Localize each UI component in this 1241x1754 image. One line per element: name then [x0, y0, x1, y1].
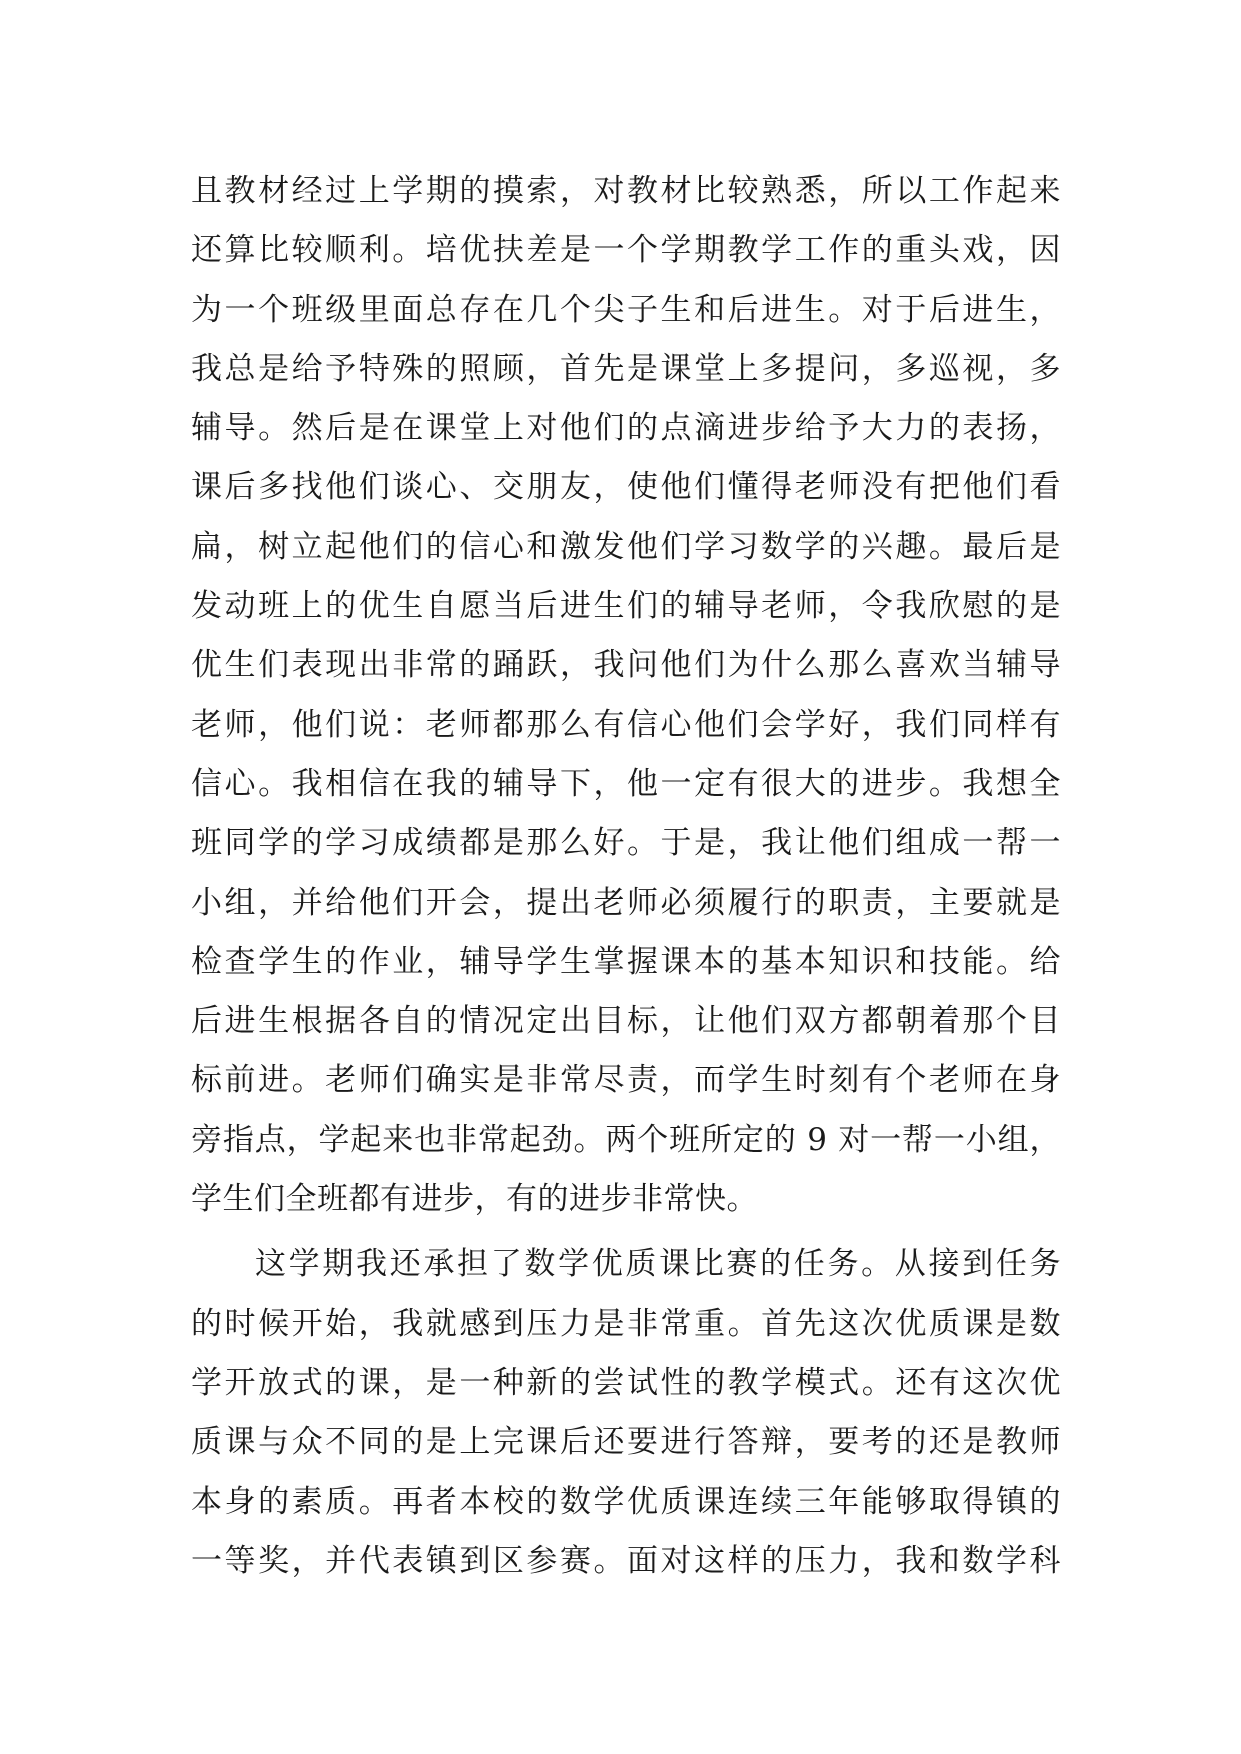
- text-line: 还算比较顺利。培优扶差是一个学期教学工作的重头戏，因: [191, 232, 1061, 269]
- text-line: 且教材经过上学期的摸索，对教材比较熟悉，所以工作起来: [191, 173, 1061, 209]
- text-line: 本身的素质。再者本校的数学优质课连续三年能够取得镇的: [191, 1483, 1061, 1520]
- text-line: 标前进。老师们确实是非常尽责，而学生时刻有个老师在身: [191, 1062, 1061, 1099]
- text-line: 优生们表现出非常的踊跃，我问他们为什么那么喜欢当辅导: [191, 647, 1061, 684]
- text-line: 学生们全班都有进步，有的进步非常快。: [191, 1181, 758, 1218]
- text-line: 学开放式的课，是一种新的尝试性的教学模式。还有这次优: [191, 1364, 1061, 1401]
- text-line: 一等奖，并代表镇到区参赛。面对这样的压力，我和数学科: [191, 1542, 1061, 1579]
- text-line: 检查学生的作业，辅导学生掌握课本的基本知识和技能。给: [191, 943, 1061, 980]
- text-line: 为一个班级里面总存在几个尖子生和后进生。对于后进生，: [191, 291, 1061, 328]
- text-line: 这学期我还承担了数学优质课比赛的任务。从接到任务: [255, 1246, 1061, 1283]
- text-line: 小组，并给他们开会，提出老师必须履行的职责，主要就是: [191, 884, 1061, 921]
- text-line: 后进生根据各自的情况定出目标，让他们双方都朝着那个目: [191, 1003, 1061, 1040]
- text-line: 老师，他们说：老师都那么有信心他们会学好，我们同样有: [191, 706, 1061, 743]
- text-line: 发动班上的优生自愿当后进生们的辅导老师，令我欣慰的是: [191, 588, 1061, 625]
- body-text: [191, 162, 1061, 1591]
- text-line: 辅导。然后是在课堂上对他们的点滴进步给予大力的表扬，: [191, 410, 1061, 447]
- text-line: 扁，树立起他们的信心和激发他们学习数学的兴趣。最后是: [191, 528, 1061, 565]
- text-line: 旁指点，学起来也非常起劲。两个班所定的 9 对一帮一小组，: [191, 1121, 1061, 1158]
- paragraph-1: [191, 162, 1061, 1229]
- text-line: 课后多找他们谈心、交朋友，使他们懂得老师没有把他们看: [191, 469, 1061, 506]
- text-line: 的时候开始，我就感到压力是非常重。首先这次优质课是数: [191, 1305, 1061, 1342]
- text-line: 质课与众不同的是上完课后还要进行答辩，要考的还是教师: [191, 1424, 1061, 1461]
- text-line: 我总是给予特殊的照顾，首先是课堂上多提问，多巡视，多: [191, 350, 1061, 387]
- paragraph-2: [191, 1235, 1061, 1591]
- text-line: 班同学的学习成绩都是那么好。于是，我让他们组成一帮一: [191, 825, 1061, 862]
- text-line: 信心。我相信在我的辅导下，他一定有很大的进步。我想全: [191, 765, 1061, 802]
